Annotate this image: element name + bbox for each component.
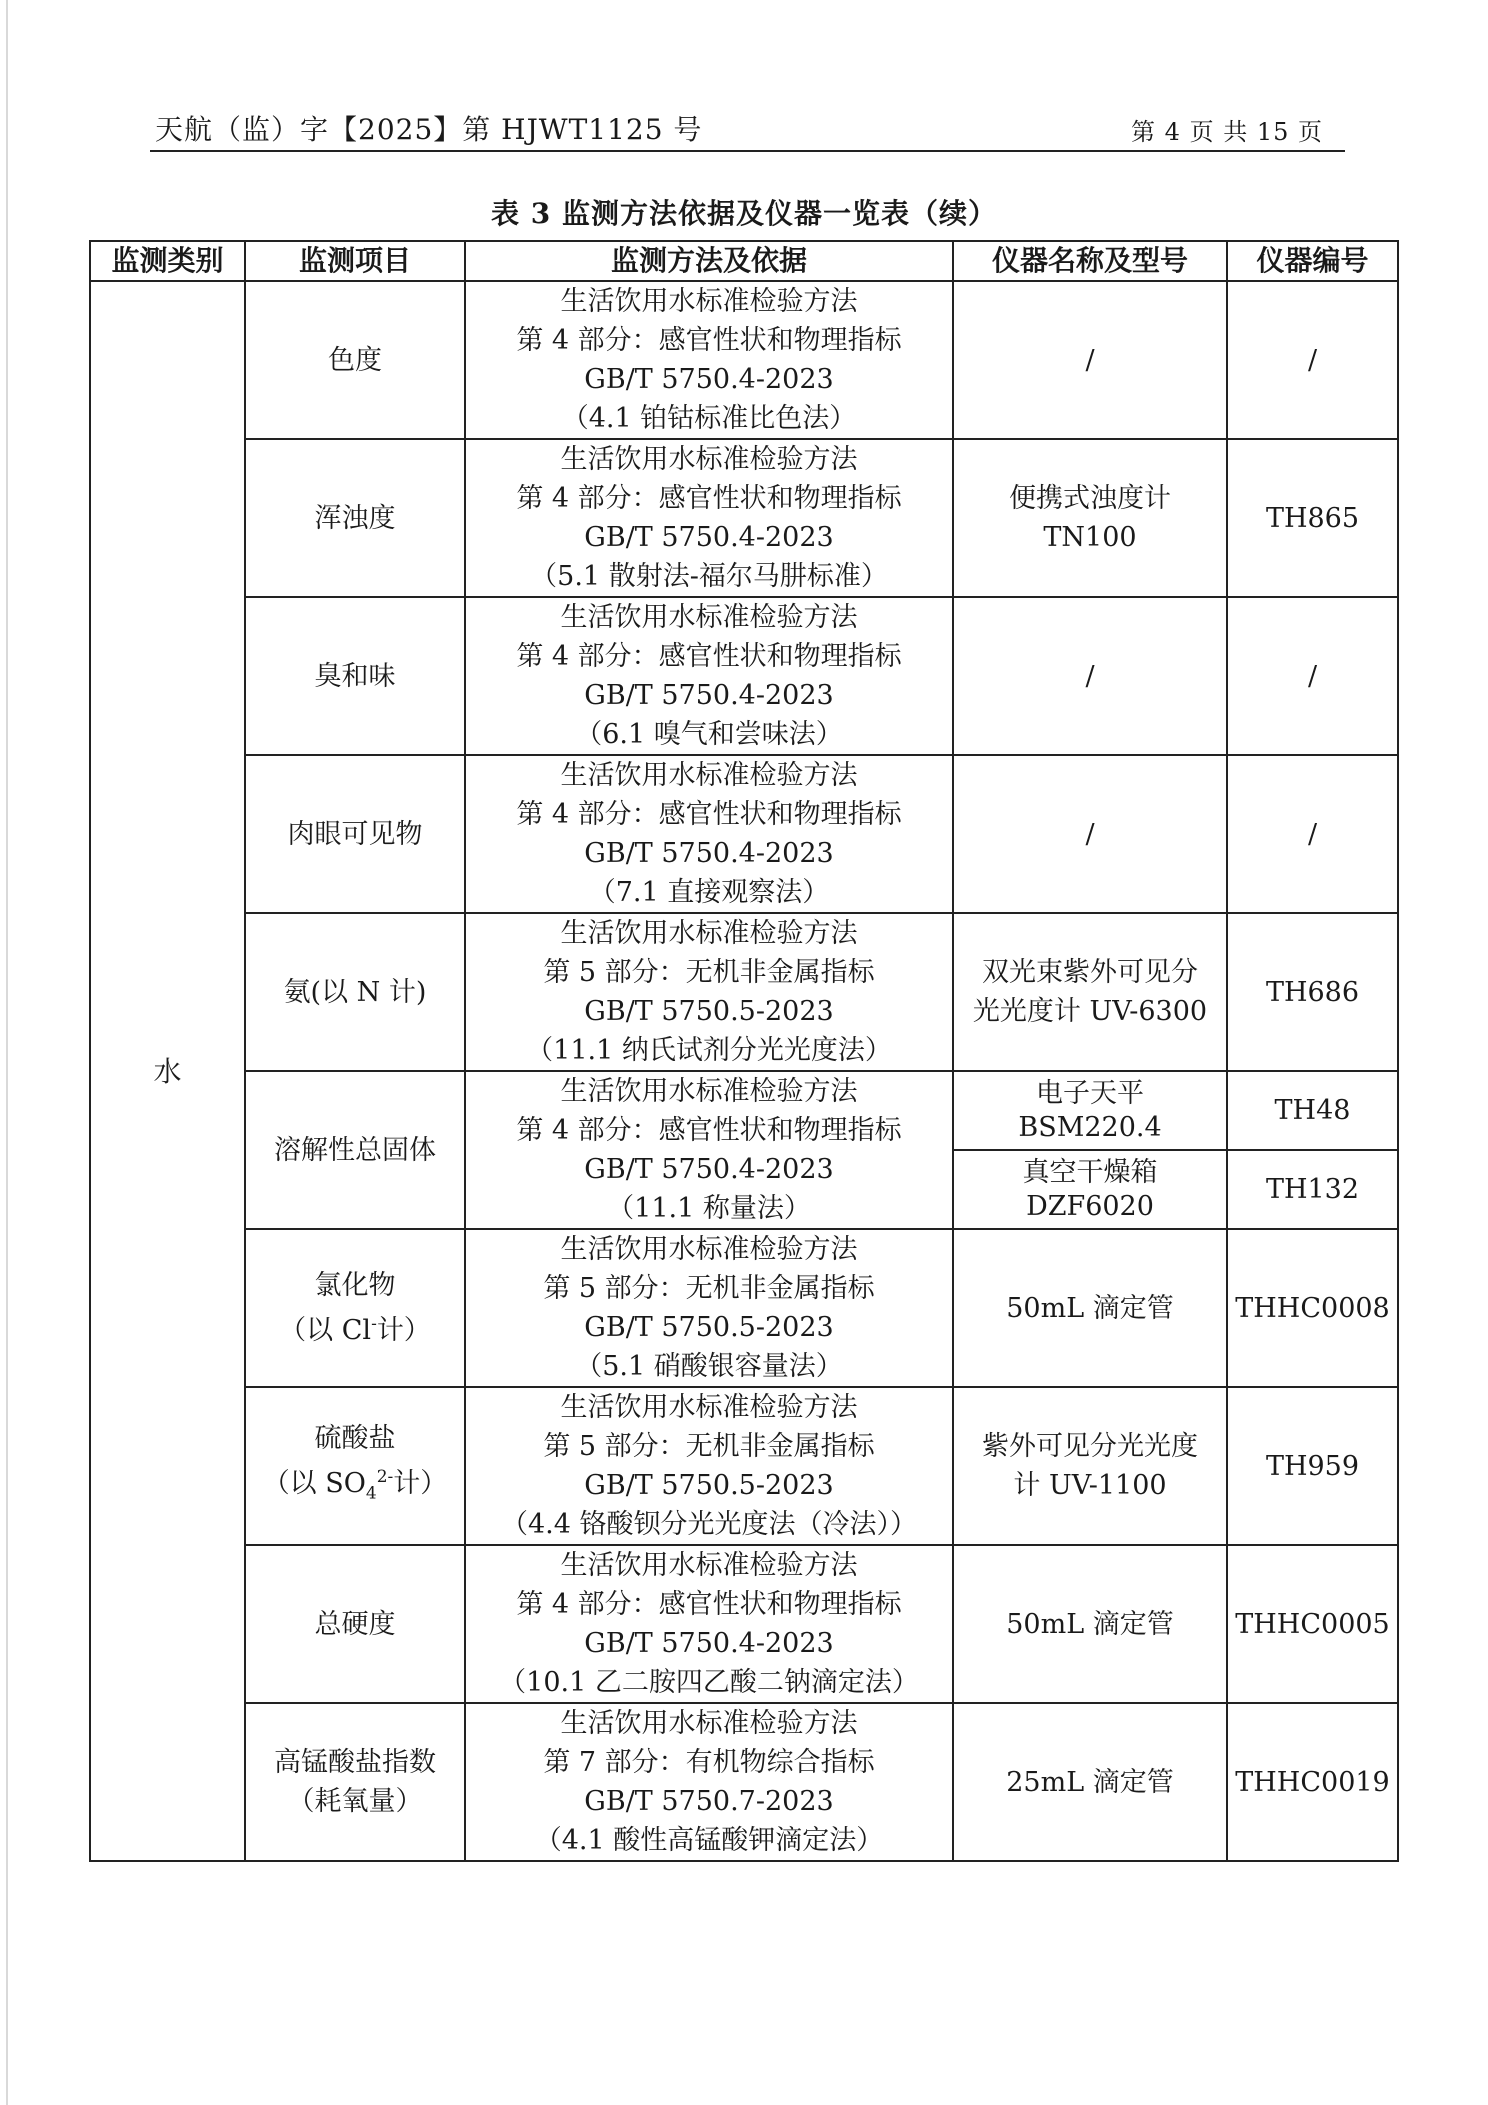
item-text: 高锰酸盐指数 — [274, 1747, 436, 1778]
instrument-no-cell: / — [1227, 281, 1398, 439]
instrument-no-cell: TH132 — [1227, 1150, 1398, 1229]
method-line: （10.1 乙二胺四乙酸二钠滴定法） — [499, 1667, 919, 1698]
method-cell — [465, 1387, 953, 1545]
instrument-no-cell: TH48 — [1227, 1071, 1398, 1150]
method-line: GB/T 5750.4-2023 — [584, 364, 834, 395]
method-line: GB/T 5750.4-2023 — [584, 838, 834, 869]
methods-table — [89, 240, 1399, 1862]
method-line: GB/T 5750.4-2023 — [584, 680, 834, 711]
instrument-line: BSM220.4 — [1018, 1111, 1162, 1143]
method-line: 生活饮用水标准检验方法 — [560, 1234, 858, 1265]
instrument-line: 电子天平 — [1036, 1077, 1144, 1109]
item-cell — [245, 1229, 465, 1387]
item-text: 总硬度 — [314, 1608, 396, 1640]
col-header-method: 监测方法及依据 — [465, 241, 953, 281]
method-cell — [465, 913, 953, 1071]
method-line: 生活饮用水标准检验方法 — [560, 1550, 858, 1581]
instrument-line: DZF6020 — [1026, 1190, 1154, 1222]
instrument-cell: / — [953, 755, 1227, 913]
method-line: 第 5 部分：无机非金属指标 — [543, 957, 875, 988]
method-cell — [465, 281, 953, 439]
method-line: 生活饮用水标准检验方法 — [560, 444, 858, 475]
report-number: 天航（监）字【2025】第 HJWT1125 号 — [155, 113, 703, 146]
table-header-row — [90, 241, 1398, 281]
instrument-no-cell: THHC0008 — [1227, 1229, 1398, 1387]
method-line: GB/T 5750.4-2023 — [584, 522, 834, 553]
method-line: 生活饮用水标准检验方法 — [560, 918, 858, 949]
method-cell — [465, 1071, 953, 1229]
category-cell: 水 — [90, 281, 245, 1861]
item-text-part: （以 Cl — [279, 1315, 372, 1346]
header-rule — [150, 150, 1345, 152]
method-line: 第 4 部分：感官性状和物理指标 — [516, 799, 902, 830]
col-header-instrument: 仪器名称及型号 — [953, 241, 1227, 281]
table-row — [90, 913, 1398, 1071]
method-cell — [465, 439, 953, 597]
item-cell — [245, 1387, 465, 1545]
instrument-no-cell: / — [1227, 755, 1398, 913]
table-row — [90, 755, 1398, 913]
item-text: 氯化物 — [314, 1270, 396, 1301]
instrument-cell — [953, 1071, 1227, 1150]
item-cell — [245, 755, 465, 913]
instrument-line: 计 UV-1100 — [1013, 1470, 1167, 1501]
method-line: （5.1 硝酸银容量法） — [575, 1351, 843, 1382]
item-text: 硫酸盐 — [314, 1422, 396, 1454]
item-cell — [245, 439, 465, 597]
instrument-cell — [953, 1387, 1227, 1545]
item-text: （耗氧量） — [287, 1786, 423, 1817]
method-cell — [465, 1229, 953, 1387]
method-line: 生活饮用水标准检验方法 — [560, 1392, 858, 1423]
method-line: 第 4 部分：感官性状和物理指标 — [516, 1115, 902, 1146]
method-line: （7.1 直接观察法） — [588, 877, 830, 908]
instrument-cell: 50mL 滴定管 — [953, 1229, 1227, 1387]
page-header — [155, 108, 1343, 152]
item-text: 色度 — [328, 344, 382, 376]
method-line: GB/T 5750.5-2023 — [584, 1312, 834, 1343]
col-header-item: 监测项目 — [245, 241, 465, 281]
table-title: 表 3 监测方法依据及仪器一览表（续） — [491, 197, 997, 230]
method-line: （4.1 铂钴标准比色法） — [561, 403, 857, 434]
method-line: 生活饮用水标准检验方法 — [560, 1708, 858, 1739]
col-header-category: 监测类别 — [90, 241, 245, 281]
method-line: 生活饮用水标准检验方法 — [560, 602, 858, 633]
method-line: 第 5 部分：无机非金属指标 — [543, 1273, 875, 1304]
method-line: 第 4 部分：感官性状和物理指标 — [516, 641, 902, 672]
item-text: 氨(以 N 计) — [283, 976, 427, 1008]
instrument-cell — [953, 1150, 1227, 1229]
method-line: 第 4 部分：感官性状和物理指标 — [516, 325, 902, 356]
scan-edge — [6, 0, 8, 2105]
instrument-cell: 50mL 滴定管 — [953, 1545, 1227, 1703]
instrument-cell: / — [953, 597, 1227, 755]
item-subscript: 4 — [365, 1483, 377, 1504]
item-cell — [245, 1545, 465, 1703]
col-header-instrument-no: 仪器编号 — [1227, 241, 1398, 281]
instrument-line: 双光束紫外可见分 — [982, 957, 1198, 988]
item-cell — [245, 1071, 465, 1229]
item-superscript: 2- — [376, 1466, 394, 1487]
instrument-no-cell: TH865 — [1227, 439, 1398, 597]
table-row — [90, 1071, 1398, 1150]
instrument-no-cell: TH686 — [1227, 913, 1398, 1071]
table-row — [90, 1703, 1398, 1861]
item-text: 肉眼可见物 — [287, 818, 423, 850]
table-row — [90, 597, 1398, 755]
item-text — [250, 1458, 460, 1513]
instrument-no-cell: TH959 — [1227, 1387, 1398, 1545]
item-text: 浑浊度 — [314, 502, 396, 534]
table-row — [90, 1229, 1398, 1387]
item-cell — [245, 281, 465, 439]
instrument-cell — [953, 913, 1227, 1071]
instrument-line: 光光度计 UV-6300 — [972, 996, 1208, 1027]
item-text — [250, 1305, 460, 1350]
instrument-cell: / — [953, 281, 1227, 439]
method-line: （6.1 嗅气和尝味法） — [575, 719, 843, 750]
method-line: GB/T 5750.7-2023 — [584, 1786, 834, 1817]
method-line: （5.1 散射法-福尔马肼标准） — [530, 561, 888, 592]
item-cell — [245, 913, 465, 1071]
method-line: GB/T 5750.4-2023 — [584, 1154, 834, 1185]
method-line: GB/T 5750.5-2023 — [584, 1470, 834, 1501]
method-line: （4.1 酸性高锰酸钾滴定法） — [534, 1825, 884, 1856]
method-line: GB/T 5750.5-2023 — [584, 996, 834, 1027]
instrument-no-cell: THHC0005 — [1227, 1545, 1398, 1703]
method-cell — [465, 597, 953, 755]
method-cell — [465, 755, 953, 913]
method-line: GB/T 5750.4-2023 — [584, 1628, 834, 1659]
method-line: （4.4 铬酸钡分光光度法（冷法）） — [500, 1509, 918, 1540]
method-line: 生活饮用水标准检验方法 — [560, 760, 858, 791]
instrument-no-cell: THHC0019 — [1227, 1703, 1398, 1861]
method-line: 第 5 部分：无机非金属指标 — [543, 1431, 875, 1462]
item-cell — [245, 597, 465, 755]
instrument-line: 紫外可见分光光度 — [982, 1431, 1198, 1462]
method-cell — [465, 1703, 953, 1861]
item-text: 臭和味 — [314, 660, 396, 692]
instrument-line: 真空干燥箱 — [1022, 1156, 1158, 1188]
method-line: 生活饮用水标准检验方法 — [560, 1076, 858, 1107]
table-row — [90, 439, 1398, 597]
method-cell — [465, 1545, 953, 1703]
page-info: 第 4 页 共 15 页 — [1131, 118, 1323, 146]
table-row — [90, 1545, 1398, 1703]
instrument-cell: 25mL 滴定管 — [953, 1703, 1227, 1861]
instrument-line: 便携式浊度计 — [1009, 483, 1171, 514]
item-superscript: - — [371, 1314, 377, 1334]
item-cell — [245, 1703, 465, 1861]
item-text-part: 计） — [393, 1467, 448, 1499]
method-line: （11.1 纳氏试剂分光光度法） — [526, 1035, 892, 1066]
instrument-cell — [953, 439, 1227, 597]
item-text: 溶解性总固体 — [274, 1134, 436, 1166]
instrument-no-cell: / — [1227, 597, 1398, 755]
table-row — [90, 281, 1398, 439]
method-line: 第 4 部分：感官性状和物理指标 — [516, 483, 902, 514]
table-row — [90, 1387, 1398, 1545]
instrument-line: TN100 — [1043, 522, 1137, 553]
item-text-part: （以 SO — [262, 1467, 366, 1499]
item-text-part: 计） — [376, 1315, 431, 1346]
method-line: 第 4 部分：感官性状和物理指标 — [516, 1589, 902, 1620]
method-line: 生活饮用水标准检验方法 — [560, 286, 858, 317]
method-line: 第 7 部分：有机物综合指标 — [543, 1747, 875, 1778]
method-line: （11.1 称量法） — [607, 1193, 811, 1224]
